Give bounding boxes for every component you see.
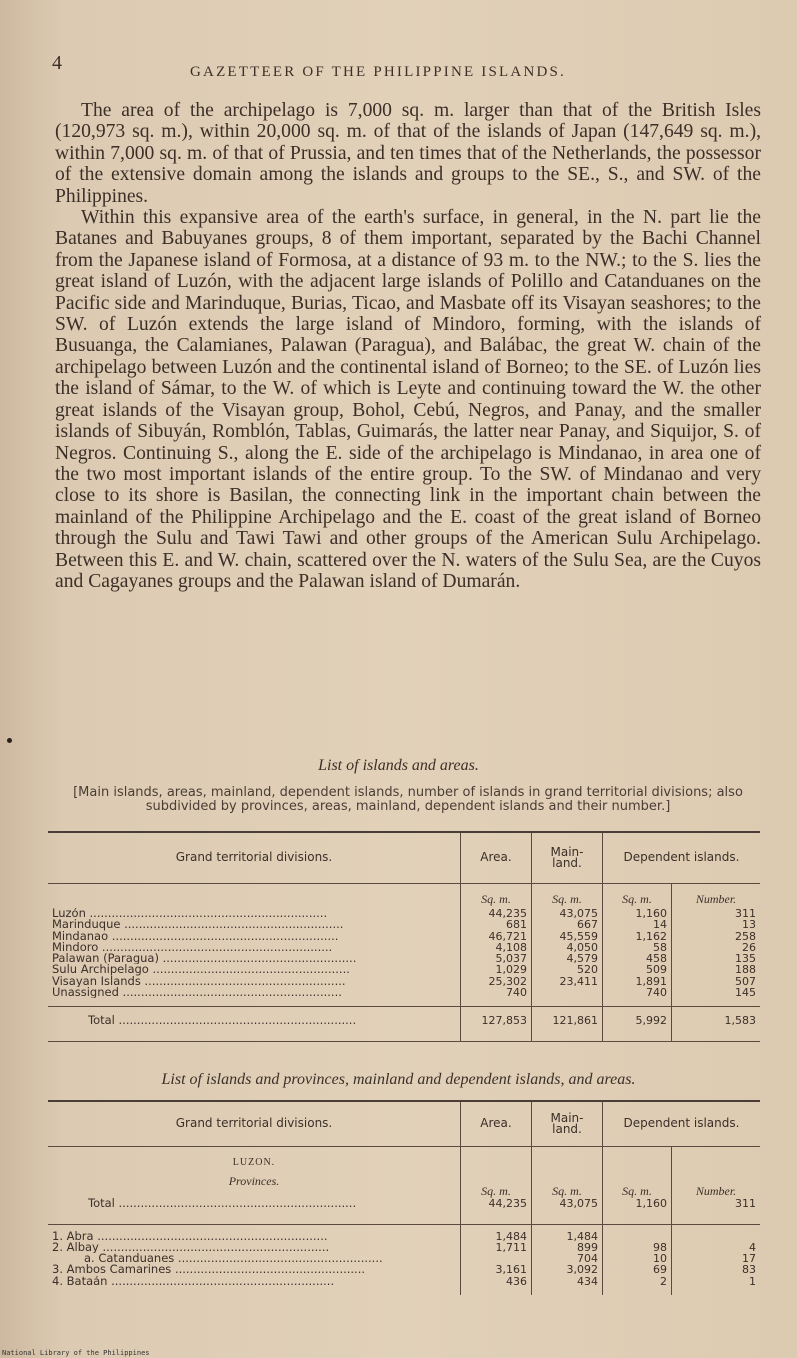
section-heading: LUZON. xyxy=(232,1157,276,1168)
row-mainland: 667 xyxy=(532,919,603,930)
col-header-dependent: Dependent islands. xyxy=(603,1101,761,1147)
table1-note: [Main islands, areas, mainland, dependent islands, number of islands in grand territorial divisions; also subdivided by provinces, areas, mainland, dependent islands and their number.] xyxy=(73,785,743,814)
row-dep-number: 4 xyxy=(672,1242,761,1253)
table-row xyxy=(48,919,760,930)
unit-dep-number: Number. xyxy=(672,884,761,909)
row-dep-area: 2 xyxy=(603,1276,672,1287)
col-header-area: Area. xyxy=(461,1101,532,1147)
row-area: 25,302 xyxy=(461,976,532,987)
row-mainland: 434 xyxy=(532,1276,603,1287)
row-dep-area: 69 xyxy=(603,1264,672,1275)
row-dep-area: 509 xyxy=(603,964,672,975)
row-name: Marinduque ............................................................ xyxy=(52,919,344,931)
col-header-mainland: Main-land. xyxy=(532,1101,603,1147)
col-header-area: Area. xyxy=(461,832,532,884)
row-dep-number: 17 xyxy=(672,1253,761,1264)
table-row xyxy=(48,1264,760,1275)
unit-mainland: Sq. m. xyxy=(532,884,603,909)
row-spacer xyxy=(48,998,760,1007)
table1-title: List of islands and areas. xyxy=(318,757,479,774)
row-area: 46,721 xyxy=(461,931,532,942)
unit-area: Sq. m. xyxy=(461,884,532,909)
row-dep-area: 98 xyxy=(603,1242,672,1253)
ink-spot xyxy=(7,738,12,743)
row-dep-area: 58 xyxy=(603,942,672,953)
page-header xyxy=(52,52,762,82)
unit-dep-number: Number. xyxy=(672,1168,761,1197)
row-dep-number: 83 xyxy=(672,1264,761,1275)
total-area: 127,853 xyxy=(461,1007,532,1042)
unit-area: Sq. m. xyxy=(461,1168,532,1197)
row-mainland: 4,050 xyxy=(532,942,603,953)
total-area: 44,235 xyxy=(461,1198,532,1225)
row-name: a. Catanduanes ........................................................ xyxy=(84,1253,383,1265)
row-dep-area: 10 xyxy=(603,1253,672,1264)
row-name: 1. Abra ............................................................... xyxy=(52,1228,328,1242)
section-row xyxy=(48,1147,760,1169)
row-mainland: 520 xyxy=(532,964,603,975)
row-dep-number: 1 xyxy=(672,1276,761,1287)
subsection-row xyxy=(48,1168,760,1197)
total-dep-number: 1,583 xyxy=(672,1007,761,1042)
row-dep-number: 311 xyxy=(672,908,761,919)
row-dep-number: 135 xyxy=(672,953,761,964)
row-dep-number xyxy=(672,1224,761,1242)
total-row xyxy=(48,1198,760,1225)
row-name: Mindoro ............................................................... xyxy=(52,941,333,954)
col-header-division: Grand territorial divisions. xyxy=(48,1101,461,1147)
unit-dep-area: Sq. m. xyxy=(603,1168,672,1197)
total-label: Total ................................................................. xyxy=(48,1198,461,1225)
row-name: 4. Bataán ............................................................. xyxy=(52,1275,335,1288)
row-dep-number: 188 xyxy=(672,964,761,975)
row-mainland xyxy=(532,987,603,998)
col-header-dependent: Dependent islands. xyxy=(603,832,761,884)
row-mainland: 704 xyxy=(532,1253,603,1264)
row-dep-area: 1,162 xyxy=(603,931,672,942)
subsection-heading: Provinces. xyxy=(228,1174,280,1189)
row-area: 1,711 xyxy=(461,1242,532,1253)
row-mainland: 1,484 xyxy=(532,1224,603,1242)
table-row xyxy=(48,987,760,998)
row-name: Unassigned ............................................................ xyxy=(52,987,342,999)
row-dep-area: 1,160 xyxy=(603,908,672,919)
row-area: 44,235 xyxy=(461,908,532,919)
units-row xyxy=(48,884,760,909)
row-dep-number: 507 xyxy=(672,976,761,987)
row-area: 5,037 xyxy=(461,953,532,964)
total-dep-area: 1,160 xyxy=(603,1198,672,1225)
row-mainland: 43,075 xyxy=(532,908,603,919)
row-dep-number: 26 xyxy=(672,942,761,953)
unit-mainland: Sq. m. xyxy=(532,1168,603,1197)
row-name: 2. Albay .............................................................. xyxy=(52,1241,330,1254)
row-name: 3. Ambos Camarines .................................................... xyxy=(52,1264,366,1276)
row-dep-area: 14 xyxy=(603,919,672,930)
table-row xyxy=(48,1224,760,1242)
total-mainland: 121,861 xyxy=(532,1007,603,1042)
total-mainland: 43,075 xyxy=(532,1198,603,1225)
row-dep-number: 258 xyxy=(672,931,761,942)
row-area: 681 xyxy=(461,919,532,930)
body-text xyxy=(55,100,761,592)
row-area: 740 xyxy=(461,987,532,998)
row-name: Luzón ................................................................. xyxy=(52,908,328,920)
table-row xyxy=(48,1276,760,1287)
table2-title: List of islands and provinces, mainland and dependent islands, and areas. xyxy=(161,1071,636,1088)
row-dep-area: 740 xyxy=(603,987,672,998)
page-number: 4 xyxy=(52,52,62,74)
unit-dep-area: Sq. m. xyxy=(603,884,672,909)
row-dep-number: 145 xyxy=(672,987,761,998)
row-name: Visayan Islands ....................................................... xyxy=(52,975,346,988)
col-header-mainland: Main-land. xyxy=(532,832,603,884)
running-head: GAZETTEER OF THE PHILIPPINE ISLANDS. xyxy=(190,64,566,80)
row-area: 3,161 xyxy=(461,1264,532,1275)
row-dep-area xyxy=(603,1224,672,1242)
total-label: Total ................................................................. xyxy=(48,1007,461,1042)
total-row xyxy=(48,1007,760,1042)
row-mainland: 3,092 xyxy=(532,1264,603,1275)
total-dep-number: 311 xyxy=(672,1198,761,1225)
row-name: Sulu Archipelago ...................................................... xyxy=(52,964,350,976)
row-area: 4,108 xyxy=(461,942,532,953)
row-dep-number: 13 xyxy=(672,919,761,930)
library-credit: National Library of the Philippines xyxy=(2,1349,150,1357)
provinces-table xyxy=(48,1100,760,1295)
row-mainland: 23,411 xyxy=(532,976,603,987)
row-mainland: 899 xyxy=(532,1242,603,1253)
paragraph: Within this expansive area of the earth's surface, in general, in the N. part lie the Batanes and Babuyanes groups, 8 of them important, separated by the Bachi Channel from the Japanese island of Formosa, at a distance of 93 m. to the NW.; to the S. lies the great island of Luzón, with the adjacent large islands of Polillo and Catanduanes on the Pacific side and Marinduque, Burias, Ticao, and Masbate off its Visayan seashores; to the SW. of Luzón extends the large island of Mindoro, forming, with the islands of Busuanga, the Calamianes, Palawan (Paragua), and Balábac, the great W. chain of the archipelago between Luzón and the continental island of Borneo; to the SE. of Luzón lies the island of Sámar, to the W. of which is Leyte and continuing toward the W. the other great islands of the Visayan group, Bohol, Cebú, Negros, and Panay, and the smaller islands of Sibuyán, Romblón, Tablas, Guimarás, the latter near Panay, and Siquijor, S. of Negros. Continuing S., along the E. side of the archipelago is Mindanao, in area one of the two most important islands of the entire group. To the SW. of Mindanao and very close to its shore is Basilan, the connecting link in the important chain between the mainland of the Philippine Archipelago and the E. coast of the great island of Borneo through the Sulu and Tawi Tawi and other groups of the American Sulu Archipelago. Between this E. and W. chain, scattered over the N. waters of the Sulu Sea, are the Cuyos and Cagayanes groups and the Palawan island of Dumarán. xyxy=(55,207,761,592)
islands-areas-table xyxy=(48,831,760,1042)
col-header-division: Grand territorial divisions. xyxy=(48,832,461,884)
row-area: 1,029 xyxy=(461,964,532,975)
total-dep-area: 5,992 xyxy=(603,1007,672,1042)
row-area: 1,484 xyxy=(461,1224,532,1242)
row-name: Mindanao .............................................................. xyxy=(52,930,339,942)
row-mainland: 4,579 xyxy=(532,953,603,964)
row-dep-area: 458 xyxy=(603,953,672,964)
row-mainland: 45,559 xyxy=(532,931,603,942)
row-dep-area: 1,891 xyxy=(603,976,672,987)
row-area: 436 xyxy=(461,1276,532,1287)
paragraph: The area of the archipelago is 7,000 sq. m. larger than that of the British Isles (120,973 sq. m.), within 20,000 sq. m. of that of the islands of Japan (147,649 sq. m.), within 7,000 sq. m. of that of Prussia, and ten times that of the Netherlands, the possessor of the extensive domain among the islands and groups to the SE., S., and SW. of the Philippines. xyxy=(55,100,761,207)
row-name: Palawan (Paragua) ..................................................... xyxy=(52,953,357,965)
row-spacer xyxy=(48,1287,760,1295)
